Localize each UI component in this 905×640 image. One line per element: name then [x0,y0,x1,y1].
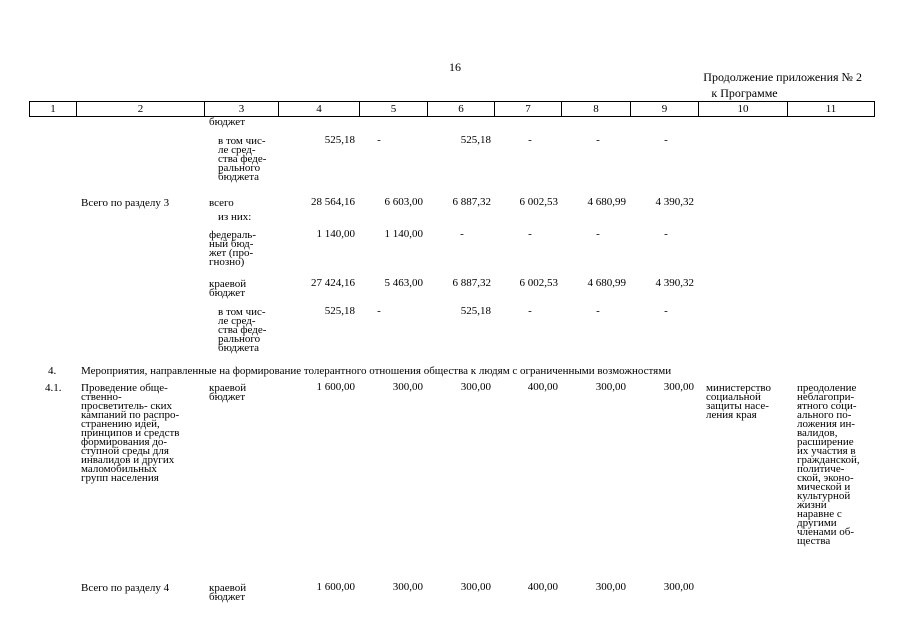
column-header: 1 [30,102,77,117]
result-cell: преодоление неблагопри- ятного соци- ального по- ложения ин- валидов, расширение их участия в гражданской, политиче- ской, эконо- мической и культурной жизни наравне с другими членами об- щества [797,382,860,547]
value-cell: - [596,228,600,240]
value-cell: - [664,134,668,146]
column-header-row [29,101,875,117]
section-title: Мероприятия, направленные на формирование толерантного отношения общества к людям с ограниченными возможностями [81,365,672,377]
column-header: 3 [205,102,279,117]
value-cell: 300,00 [595,581,626,593]
value-cell: 1 600,00 [316,581,355,593]
value-cell: 400,00 [527,581,558,593]
incl-federal-label: в том чис- ле сред- ства феде- рального бюджета [218,135,267,183]
value-cell: - [377,134,381,146]
value-cell: 525,18 [460,305,491,317]
value-cell: 28 564,16 [311,196,355,208]
value-cell: 5 463,00 [384,277,423,289]
item-number: 4.1. [45,382,62,394]
of-them-label: из них: [218,211,252,223]
column-header: 7 [495,102,562,117]
section-total-name: Всего по разделу 4 [81,582,170,594]
value-cell: 6 603,00 [384,196,423,208]
value-cell: 1 140,00 [384,228,423,240]
continuation-line-2: к Программе [711,86,778,100]
column-header: 5 [360,102,428,117]
value-cell: 300,00 [663,581,694,593]
value-cell: 525,18 [460,134,491,146]
value-cell: 6 002,53 [519,277,558,289]
value-cell: 300,00 [460,581,491,593]
value-cell: 300,00 [460,381,491,393]
value-cell: 1 600,00 [316,381,355,393]
value-cell: 525,18 [324,134,355,146]
value-cell: - [596,134,600,146]
value-cell: 4 390,32 [655,196,694,208]
value-cell: - [528,228,532,240]
value-cell: - [528,134,532,146]
value-cell: 4 390,32 [655,277,694,289]
executor-cell: министерство социальной защиты насе- ления края [706,382,772,421]
value-cell: - [528,305,532,317]
source-label: краевой бюджет [209,582,247,603]
value-cell: - [664,228,668,240]
column-header: 4 [279,102,360,117]
value-cell: - [596,305,600,317]
continuation-line-1: Продолжение приложения № 2 [703,70,862,84]
source-label: всего [209,197,234,209]
value-cell: - [377,305,381,317]
column-header: 9 [631,102,699,117]
value-cell: 300,00 [595,381,626,393]
incl-federal-label: в том чис- ле сред- ства феде- рального бюджета [218,306,267,354]
value-cell: 4 680,99 [587,277,626,289]
value-cell: 6 887,32 [452,196,491,208]
value-cell: 6 002,53 [519,196,558,208]
source-label: бюджет [209,116,245,128]
value-cell: 27 424,16 [311,277,355,289]
value-cell: - [664,305,668,317]
value-cell: - [460,228,464,240]
regional-budget-label: краевой бюджет [209,278,247,299]
value-cell: 300,00 [392,381,423,393]
column-header: 8 [562,102,631,117]
column-header: 6 [428,102,495,117]
value-cell: 525,18 [324,305,355,317]
source-label: краевой бюджет [209,382,247,403]
page-number: 16 [449,60,461,74]
value-cell: 300,00 [392,581,423,593]
column-header: 2 [77,102,205,117]
value-cell: 300,00 [663,381,694,393]
column-header: 11 [788,102,875,117]
value-cell: 6 887,32 [452,277,491,289]
federal-budget-label: федераль- ный бюд- жет (про- гнозно) [209,229,256,268]
value-cell: 400,00 [527,381,558,393]
section-total-name: Всего по разделу 3 [81,197,170,209]
column-header: 10 [699,102,788,117]
value-cell: 4 680,99 [587,196,626,208]
value-cell: 1 140,00 [316,228,355,240]
section-number: 4. [48,365,57,377]
item-name: Проведение обще- ственно- просветитель- ских кампаний по распро- странению идей, принципов и средств формирования до- ступной среды для инвалидов и других маломобильных групп населения [81,382,180,484]
